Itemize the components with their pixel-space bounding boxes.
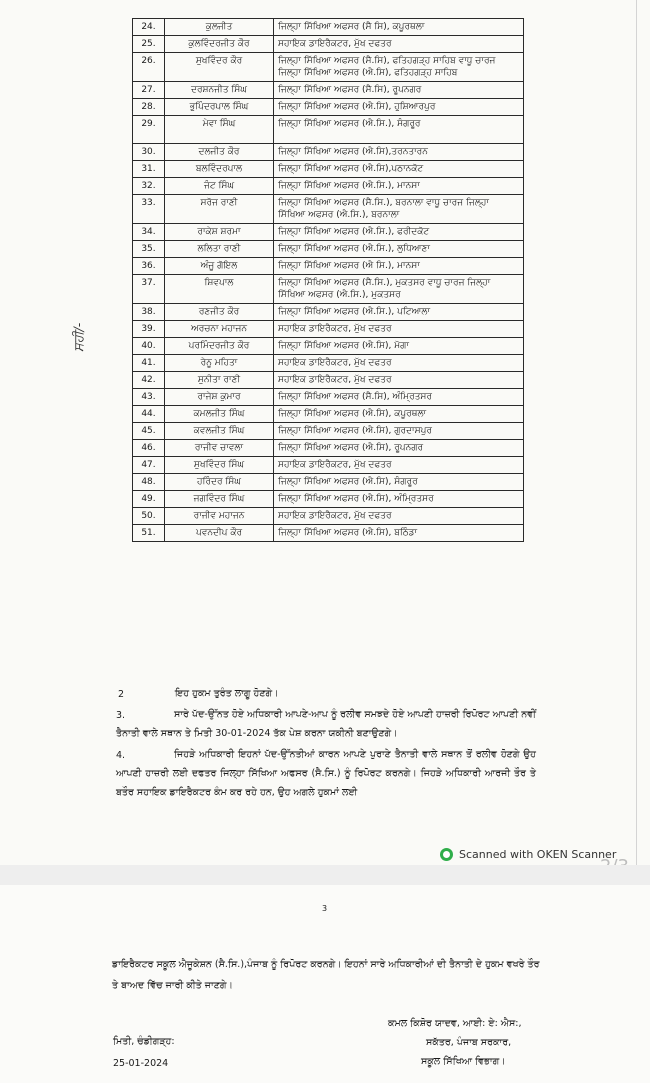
serial-number: 27. (133, 82, 165, 99)
posting: ਜਿਲ੍ਹਾ ਸਿੱਖਿਆ ਅਫਸਰ (ਸੈ.ਸਿ), ਅੰਮ੍ਰਿਤਸਰ (274, 389, 524, 406)
table-row (133, 372, 524, 389)
serial-number: 25. (133, 36, 165, 53)
table-row (133, 224, 524, 241)
officer-name: ਬਲਵਿੰਦਰਪਾਲ (165, 161, 274, 178)
posting: ਜਿਲ੍ਹਾ ਸਿੱਖਿਆ ਅਫਸਰ (ਸੈ.ਸਿ.), ਮੁਕਤਸਰ ਵਾਧੂ ਚਾਰਜ ਜਿਲ੍ਹਾ ਸਿੱਖਿਆ ਅਫਸਰ (ਐ.ਸਿ.), ਮੁਕਤਸਰ (274, 275, 524, 304)
scanner-logo-icon (440, 848, 453, 861)
table-row (133, 508, 524, 525)
serial-number: 35. (133, 241, 165, 258)
para-2-text: ਇਹ ਹੁਕਮ ਤੁਰੰਤ ਲਾਗੂ ਹੋਣਗੇ। (175, 688, 279, 699)
officer-name: ਕਮਲਜੀਤ ਸਿੰਘ (165, 406, 274, 423)
officer-name: ਸੁਖਵਿੰਦਰ ਸਿੰਘ (165, 457, 274, 474)
posting: ਜਿਲ੍ਹਾ ਸਿੱਖਿਆ ਅਫਸਰ (ਸੈ ਸਿ), ਕਪੂਰਥਲਾ (274, 19, 524, 36)
para-3-text: ਸਾਰੇ ਪੱਦ-ਉੱਨਤ ਹੋਏ ਅਧਿਕਾਰੀ ਆਪਣੇ-ਆਪ ਨੂੰ ਰਲੀਵ ਸਮਝਦੇ ਹੋਏ ਆਪਣੀ ਹਾਜ਼ਰੀ ਰਿਪੋਰਟ ਆਪਣੀ ਨਵੀਂ ਤੈਨਾਤੀ ਵਾਲੇ ਸਥਾਨ ਤੇ ਮਿਤੀ 30-01-2024 ਤੱਕ ਪੇਸ਼ ਕਰਨਾ ਯਕੀਨੀ ਬਣਾਉਣਗੇ। (116, 709, 536, 739)
table-row (133, 457, 524, 474)
table-row (133, 491, 524, 508)
posting: ਸਹਾਇਕ ਡਾਇਰੈਕਟਰ, ਮੁੱਖ ਦਫਤਰ (274, 372, 524, 389)
serial-number: 41. (133, 355, 165, 372)
issue-date: 25-01-2024 (113, 1058, 169, 1069)
page-number: 3 (322, 904, 328, 913)
posting: ਜਿਲ੍ਹਾ ਸਿੱਖਿਆ ਅਫਸਰ (ਐ.ਸਿ), ਰੂਪਨਗਰ (274, 440, 524, 457)
table-row (133, 258, 524, 275)
posting: ਜਿਲ੍ਹਾ ਸਿੱਖਿਆ ਅਫਸਰ (ਐ.ਸਿ), ਅੰਮ੍ਰਿਤਸਰ (274, 491, 524, 508)
posting: ਜਿਲ੍ਹਾ ਸਿੱਖਿਆ ਅਫਸਰ (ਐ.ਸਿ.), ਸੰਗਰੂਰ (274, 116, 524, 144)
para-4-text: ਜਿਹੜੇ ਅਧਿਕਾਰੀ ਇਹਨਾਂ ਪੱਦ-ਉੱਨਤੀਆਂ ਕਾਰਨ ਆਪਣੇ ਪੁਰਾਣੇ ਤੈਨਾਤੀ ਵਾਲੇ ਸਥਾਨ ਤੋਂ ਰਲੀਵ ਹੋਣਗੇ ਉਹ ਆਪਣੀ ਹਾਜ਼ਰੀ ਲਈ ਦਫਤਰ ਜਿਲ੍ਹਾ ਸਿੱਖਿਆ ਅਫਸਰ (ਸੈ.ਸਿ.) ਨੂੰ ਰਿਪੋਰਟ ਕਰਨਗੇ। ਜਿਹੜੇ ਅਧਿਕਾਰੀ ਆਰਜੀ ਤੌਰ ਤੇ ਬਤੌਰ ਸਹਾਇਕ ਡਾਇਰੈਕਟਰ ਕੰਮ ਕਰ ਰਹੇ ਹਨ, ਉਹ ਅਗਲੇ ਹੁਕਮਾਂ ਲਈ (116, 749, 536, 798)
page-edge-line (636, 0, 637, 865)
serial-number: 45. (133, 423, 165, 440)
posting: ਜਿਲ੍ਹਾ ਸਿੱਖਿਆ ਅਫਸਰ (ਐ.ਸਿ.), ਲੁਧਿਆਣਾ (274, 241, 524, 258)
table-row (133, 144, 524, 161)
posting: ਜਿਲ੍ਹਾ ਸਿੱਖਿਆ ਅਫਸਰ (ਐ.ਸਿ),ਪਠਾਨਕੋਟ (274, 161, 524, 178)
serial-number: 51. (133, 525, 165, 542)
serial-number: 49. (133, 491, 165, 508)
serial-number: 48. (133, 474, 165, 491)
page-gap (0, 865, 650, 885)
posting: ਸਹਾਇਕ ਡਾਇਰੈਕਟਰ, ਮੁੱਖ ਦਫਤਰ (274, 457, 524, 474)
serial-number: 38. (133, 304, 165, 321)
serial-number: 44. (133, 406, 165, 423)
posting: ਜਿਲ੍ਹਾ ਸਿੱਖਿਆ ਅਫਸਰ (ਐ ਸਿ.), ਮਾਨਸਾ (274, 258, 524, 275)
serial-number: 47. (133, 457, 165, 474)
table-row (133, 423, 524, 440)
officer-name: ਜਗਵਿੰਦਰ ਸਿੰਘ (165, 491, 274, 508)
table-row (133, 321, 524, 338)
table-row (133, 389, 524, 406)
table-row (133, 178, 524, 195)
posting: ਜਿਲ੍ਹਾ ਸਿੱਖਿਆ ਅਫਸਰ (ਐ.ਸਿ), ਕਪੂਰਥਲਾ (274, 406, 524, 423)
signatory-title: ਸਕੱਤਰ, ਪੰਜਾਬ ਸਰਕਾਰ, (426, 1037, 512, 1048)
posting: ਜਿਲ੍ਹਾ ਸਿੱਖਿਆ ਅਫਸਰ (ਸੈ.ਸਿ), ਫਤਿਹਗੜ੍ਹ ਸਾਹਿਬ ਵਾਧੂ ਚਾਰਜ ਜਿਲ੍ਹਾ ਸਿੱਖਿਆ ਅਫਸਰ (ਐ.ਸਿ), ਫਤਿਹਗੜ੍ਹ ਸਾਹਿਬ (274, 53, 524, 82)
margin-signature: ਸਹੀ/- (72, 322, 87, 352)
posting: ਜਿਲ੍ਹਾ ਸਿੱਖਿਆ ਅਫਸਰ (ਐ.ਸਿ), ਹੁਸ਼ਿਆਰਪੁਰ (274, 99, 524, 116)
officer-name: ਸੁਖਵਿੰਦਰ ਕੌਰ (165, 53, 274, 82)
officer-name: ਜੰਟ ਸਿੰਘ (165, 178, 274, 195)
serial-number: 32. (133, 178, 165, 195)
table-row (133, 36, 524, 53)
table-row (133, 338, 524, 355)
serial-number: 50. (133, 508, 165, 525)
table-row (133, 241, 524, 258)
officer-name: ਦਲਜੀਤ ਕੌਰ (165, 144, 274, 161)
table-row (133, 99, 524, 116)
serial-number: 26. (133, 53, 165, 82)
posting: ਜਿਲ੍ਹਾ ਸਿੱਖਿਆ ਅਫਸਰ (ਐ.ਸਿ), ਮੋਗਾ (274, 338, 524, 355)
table-row (133, 355, 524, 372)
table-row (133, 82, 524, 99)
officer-name: ਰਾਜੇਸ਼ ਕੁਮਾਰ (165, 389, 274, 406)
officer-name: ਪਰਮਿੰਦਰਜੀਤ ਕੌਰ (165, 338, 274, 355)
table-row (133, 275, 524, 304)
table-row (133, 525, 524, 542)
serial-number: 40. (133, 338, 165, 355)
scanner-label: Scanned with OKEN Scanner (459, 848, 617, 861)
posting: ਸਹਾਇਕ ਡਾਇਰੈਕਟਰ, ਮੁੱਖ ਦਫਤਰ (274, 508, 524, 525)
officer-name: ਦਰਸ਼ਨਜੀਤ ਸਿੰਘ (165, 82, 274, 99)
scanner-watermark (440, 848, 616, 861)
para-4-number: 4. (116, 750, 126, 761)
table-row (133, 304, 524, 321)
posting: ਜਿਲ੍ਹਾ ਸਿੱਖਿਆ ਅਫਸਰ (ਐ.ਸਿ.), ਫਰੀਦਕੋਟ (274, 224, 524, 241)
officer-name: ਰਾਜੀਵ ਮਹਾਜਨ (165, 508, 274, 525)
table-row (133, 440, 524, 457)
officer-name: ਭੁਪਿੰਦਰਪਾਲ ਸਿੰਘ (165, 99, 274, 116)
posting: ਜਿਲ੍ਹਾ ਸਿੱਖਿਆ ਅਫਸਰ (ਐ.ਸਿ.), ਮਾਨਸਾ (274, 178, 524, 195)
officer-name: ਅਰਚਨਾ ਮਹਾਜਨ (165, 321, 274, 338)
continuation-text: ਡਾਇਰੈਕਟਰ ਸਕੂਲ ਐਜੂਕੇਸ਼ਨ (ਸੈ.ਸਿ.),ਪੰਜਾਬ ਨੂੰ ਰਿਪੋਰਟ ਕਰਨਗੇ। ਇਹਨਾਂ ਸਾਰੇ ਅਧਿਕਾਰੀਆਂ ਦੀ ਤੈਨਾਤੀ ਦੇ ਹੁਕਮ ਵਖਰੇ ਤੌਰ ਤੇ ਬਾਅਦ ਵਿੱਚ ਜਾਰੀ ਕੀਤੇ ਜਾਣਗੇ। (112, 959, 540, 991)
promotion-table-body (133, 19, 524, 542)
officer-name: ਕਵਲਜੀਤ ਸਿੰਘ (165, 423, 274, 440)
officer-name: ਰਾਜੀਵ ਚਾਵਲਾ (165, 440, 274, 457)
serial-number: 31. (133, 161, 165, 178)
serial-number: 36. (133, 258, 165, 275)
officer-name: ਰਣਜੀਤ ਕੌਰ (165, 304, 274, 321)
officer-name: ਸੁਨੀਤਾ ਰਾਣੀ (165, 372, 274, 389)
posting: ਸਹਾਇਕ ਡਾਇਰੈਕਟਰ, ਮੁੱਖ ਦਫਤਰ (274, 321, 524, 338)
posting: ਜਿਲ੍ਹਾ ਸਿੱਖਿਆ ਅਫਸਰ (ਐ.ਸਿ),ਤਰਨਤਾਰਨ (274, 144, 524, 161)
officer-name: ਅੰਜੂ ਗੋਇਲ (165, 258, 274, 275)
table-row (133, 161, 524, 178)
officer-name: ਰੇਨੂ ਮਹਿਤਾ (165, 355, 274, 372)
serial-number: 42. (133, 372, 165, 389)
serial-number: 33. (133, 195, 165, 224)
place-label: ਮਿਤੀ, ਚੰਡੀਗੜ੍ਹ: (113, 1036, 175, 1047)
officer-name: ਕੁਲਜੀਤ (165, 19, 274, 36)
officer-name: ਪਵਨਦੀਪ ਕੌਰ (165, 525, 274, 542)
officer-name: ਰਾਕੇਸ਼ ਸ਼ਰਮਾ (165, 224, 274, 241)
posting: ਜਿਲ੍ਹਾ ਸਿੱਖਿਆ ਅਫਸਰ (ਐ.ਸਿ), ਸੰਗਰੂਰ (274, 474, 524, 491)
table-row (133, 116, 524, 144)
serial-number: 24. (133, 19, 165, 36)
para-2-number: 2 (118, 689, 125, 700)
serial-number: 43. (133, 389, 165, 406)
posting: ਜਿਲ੍ਹਾ ਸਿੱਖਿਆ ਅਫਸਰ (ਸੈ.ਸਿ.), ਬਰਨਾਲਾ ਵਾਧੂ ਚਾਰਜ ਜਿਲ੍ਹਾ ਸਿੱਖਿਆ ਅਫਸਰ (ਐ.ਸਿ.), ਬਰਨਾਲਾ (274, 195, 524, 224)
officer-name: ਕੁਲਵਿੰਦਰਜੀਤ ਕੌਰ (165, 36, 274, 53)
posting: ਜਿਲ੍ਹਾ ਸਿੱਖਿਆ ਅਫਸਰ (ਐ.ਸਿ), ਗੁਰਦਾਸਪੁਰ (274, 423, 524, 440)
posting: ਜਿਲ੍ਹਾ ਸਿੱਖਿਆ ਅਫਸਰ (ਸੈ.ਸਿ), ਰੂਪਨਗਰ (274, 82, 524, 99)
promotion-table (132, 18, 524, 542)
signature-block (388, 1014, 522, 1071)
officer-name: ਲਲਿਤਾ ਰਾਣੀ (165, 241, 274, 258)
document-page-3 (0, 885, 650, 1083)
table-row (133, 474, 524, 491)
serial-number: 39. (133, 321, 165, 338)
officer-name: ਸ਼ਿਵਪਾਲ (165, 275, 274, 304)
officer-name: ਸਰੋਜ ਰਾਣੀ (165, 195, 274, 224)
serial-number: 30. (133, 144, 165, 161)
table-row (133, 406, 524, 423)
posting: ਸਹਾਇਕ ਡਾਇਰੈਕਟਰ, ਮੁੱਖ ਦਫਤਰ (274, 36, 524, 53)
officer-name: ਮੇਵਾ ਸਿੰਘ (165, 116, 274, 144)
table-row (133, 19, 524, 36)
posting: ਜਿਲ੍ਹਾ ਸਿੱਖਿਆ ਅਫਸਰ (ਐ.ਸਿ.), ਪਟਿਆਲਾ (274, 304, 524, 321)
table-row (133, 53, 524, 82)
signatory-department: ਸਕੂਲ ਸਿੱਖਿਆ ਵਿਭਾਗ। (421, 1056, 506, 1067)
signatory-name: ਕਮਲ ਕਿਸ਼ੋਰ ਯਾਦਵ, ਆਈ: ਏ: ਐਸ:, (388, 1018, 522, 1029)
serial-number: 28. (133, 99, 165, 116)
serial-number: 37. (133, 275, 165, 304)
para-3-number: 3. (116, 710, 126, 721)
serial-number: 29. (133, 116, 165, 144)
posting: ਜਿਲ੍ਹਾ ਸਿੱਖਿਆ ਅਫਸਰ (ਐ.ਸਿ), ਬਠਿੰਡਾ (274, 525, 524, 542)
table-row (133, 195, 524, 224)
posting: ਸਹਾਇਕ ਡਾਇਰੈਕਟਰ, ਮੁੱਖ ਦਫਤਰ (274, 355, 524, 372)
officer-name: ਹਰਿੰਦਰ ਸਿੰਘ (165, 474, 274, 491)
serial-number: 46. (133, 440, 165, 457)
serial-number: 34. (133, 224, 165, 241)
